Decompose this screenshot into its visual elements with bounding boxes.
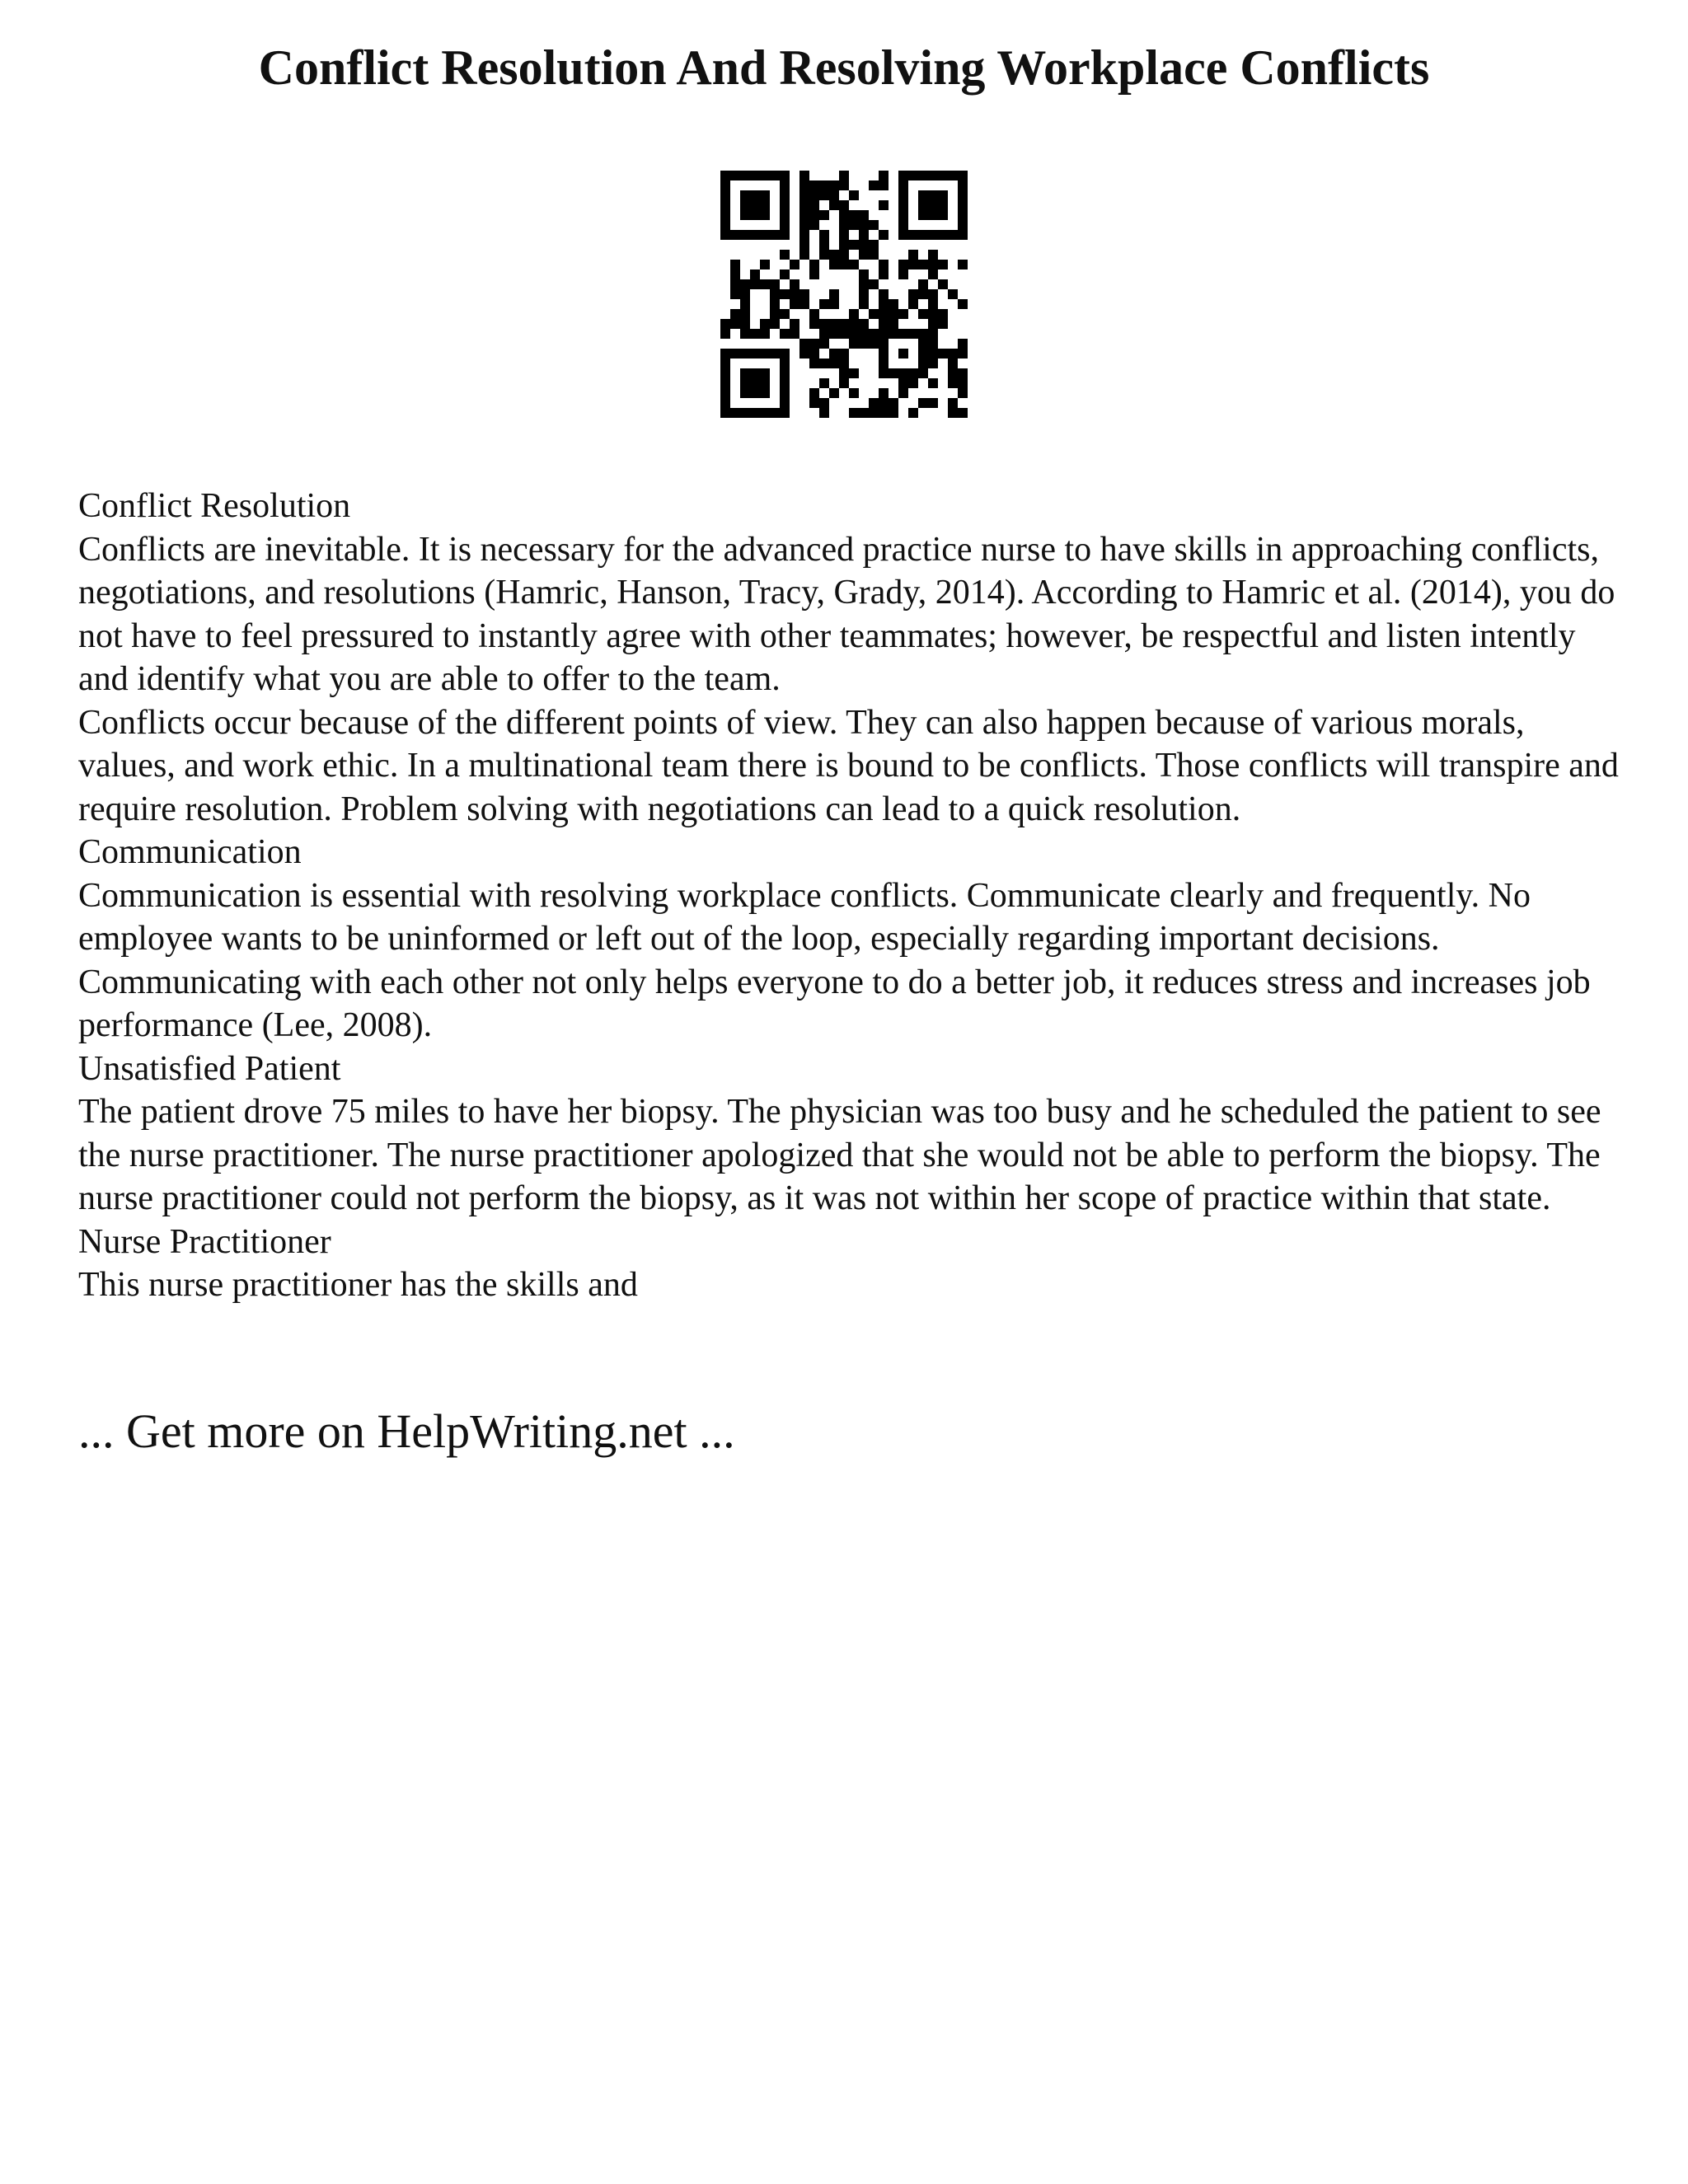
- section-heading-communication: Communication: [78, 833, 302, 871]
- section-heading-conflict-resolution: Conflict Resolution: [78, 487, 351, 525]
- paragraph: Communication is essential with resolving workplace conflicts. Communicate clearly and frequently. No employee wants to be uninformed or left out of the loop, especially regarding important decisions. Communicating with each other not only helps everyone to do a better job, it reduces stress and increases job performance (Lee, 2008).: [78, 876, 1591, 1044]
- paragraph: This nurse practitioner has the skills and: [78, 1266, 638, 1304]
- paragraph: The patient drove 75 miles to have her biopsy. The physician was too busy and he scheduled the patient to see the nurse practitioner. The nurse practitioner apologized that she would not be able to perform the biopsy. The nurse practitioner could not perform the biopsy, as it was not within her scope of practice within that state.: [78, 1093, 1601, 1217]
- page-title: Conflict Resolution And Resolving Workplace Conflicts: [258, 40, 1430, 95]
- get-more-link[interactable]: ... Get more on HelpWriting.net ...: [78, 1404, 735, 1458]
- section-heading-nurse-practitioner: Nurse Practitioner: [78, 1222, 331, 1261]
- section-heading-unsatisfied-patient: Unsatisfied Patient: [78, 1049, 341, 1088]
- paragraph: Conflicts occur because of the different points of view. They can also happen because of various morals, values, and work ethic. In a multinational team there is bound to be conflicts. Those conflicts will transpire and require resolution. Problem solving with negotiations can lead to a quick resolution.: [78, 703, 1619, 828]
- qr-code-icon: [720, 171, 968, 418]
- paragraph: Conflicts are inevitable. It is necessary for the advanced practice nurse to have skills in approaching conflicts, negotiations, and resolutions (Hamric, Hanson, Tracy, Grady, 2014). According to Hamric et al. (2014), you do not have to feel pressured to instantly agree with other teammates; however, be respectful and listen intently and identify what you are able to offer to the team.: [78, 530, 1615, 698]
- document-body: [78, 485, 1628, 1307]
